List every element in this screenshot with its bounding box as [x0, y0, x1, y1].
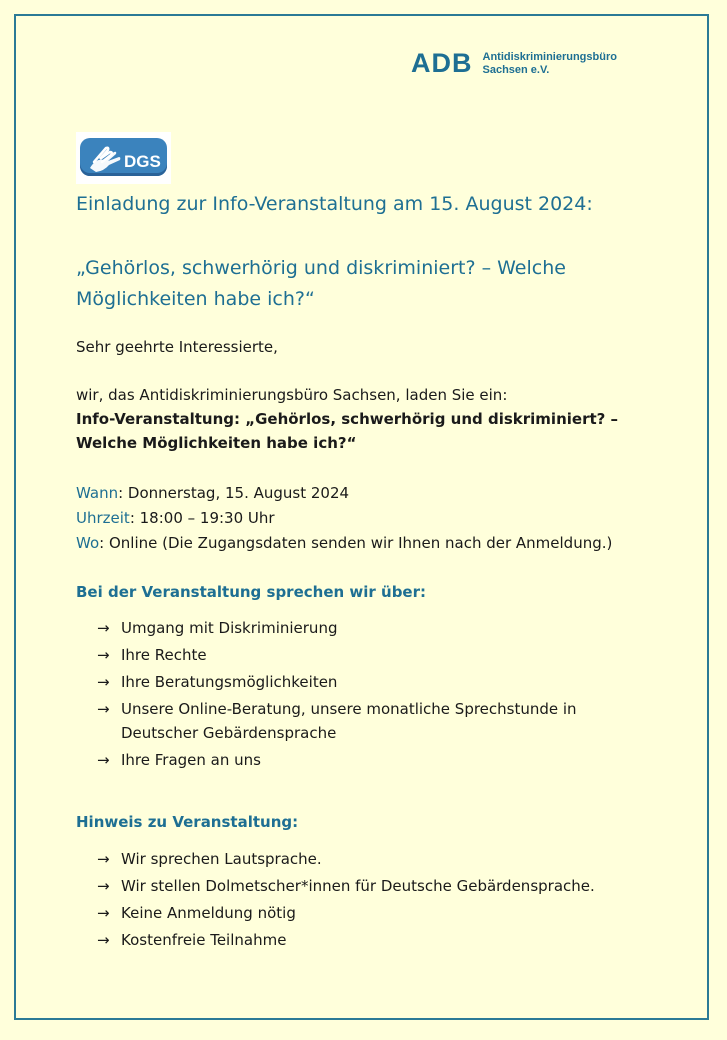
notes-heading: Hinweis zu Veranstaltung: — [76, 813, 299, 831]
adb-logo — [411, 48, 617, 79]
greeting: Sehr geehrte Interessierte, — [76, 338, 278, 356]
time-value: : 18:00 – 19:30 Uhr — [129, 509, 275, 527]
dgs-badge — [80, 138, 167, 176]
logo-mark: ADB — [411, 48, 473, 78]
logo-line-1: Antidiskriminierungsbüro — [482, 50, 617, 63]
arrow-icon: → — [97, 646, 110, 664]
when-label: Wann — [76, 484, 119, 502]
list-item: → Wir sprechen Lautsprache. — [97, 847, 657, 871]
time-row — [76, 509, 275, 527]
time-label: Uhrzeit — [76, 509, 130, 527]
page-title: Einladung zur Info-Veranstaltung am 15. August 2024: — [76, 193, 593, 215]
list-item: → Wir stellen Dolmetscher*innen für Deutsche Gebärdensprache. — [97, 874, 657, 898]
where-row — [76, 534, 612, 552]
logo-text — [483, 51, 617, 77]
list-item: → Ihre Beratungsmöglichkeiten — [97, 670, 597, 694]
when-row — [76, 484, 349, 502]
notes-list — [97, 847, 657, 955]
hands-icon — [86, 144, 126, 176]
arrow-icon: → — [97, 931, 110, 949]
arrow-icon: → — [97, 877, 110, 895]
list-item: → Umgang mit Diskriminierung — [97, 616, 597, 640]
arrow-icon: → — [97, 850, 110, 868]
topics-heading: Bei der Veranstaltung sprechen wir über: — [76, 583, 426, 601]
dgs-label: DGS — [124, 152, 161, 171]
event-line-1: Info-Veranstaltung: „Gehörlos, schwerhörig und diskriminiert? – — [76, 410, 619, 428]
when-value: : Donnerstag, 15. August 2024 — [118, 484, 350, 502]
dgs-sign-language-icon — [76, 132, 171, 184]
topics-list — [97, 616, 597, 775]
event-title: „Gehörlos, schwerhörig und diskriminiert? – Welche Möglichkeiten habe ich?“ — [76, 257, 566, 310]
arrow-icon: → — [97, 751, 110, 769]
list-item: → Ihre Rechte — [97, 643, 597, 667]
list-item: → Kostenfreie Teilnahme — [97, 928, 657, 952]
intro-text: wir, das Antidiskriminierungsbüro Sachsen, laden Sie ein: — [76, 386, 508, 404]
list-item: → Keine Anmeldung nötig — [97, 901, 657, 925]
where-value: : Online (Die Zugangsdaten senden wir Ihnen nach der Anmeldung.) — [99, 534, 613, 552]
where-label: Wo — [76, 534, 100, 552]
arrow-icon: → — [97, 673, 110, 691]
arrow-icon: → — [97, 904, 110, 922]
event-line-2: Welche Möglichkeiten habe ich?“ — [76, 434, 357, 452]
arrow-icon: → — [97, 619, 110, 637]
list-item: → Unsere Online-Beratung, unsere monatliche Sprechstunde in Deutscher Gebärdensprache — [97, 697, 597, 745]
arrow-icon: → — [97, 700, 110, 718]
logo-line-2: Sachsen e.V. — [482, 63, 550, 76]
list-item: → Ihre Fragen an uns — [97, 748, 597, 772]
